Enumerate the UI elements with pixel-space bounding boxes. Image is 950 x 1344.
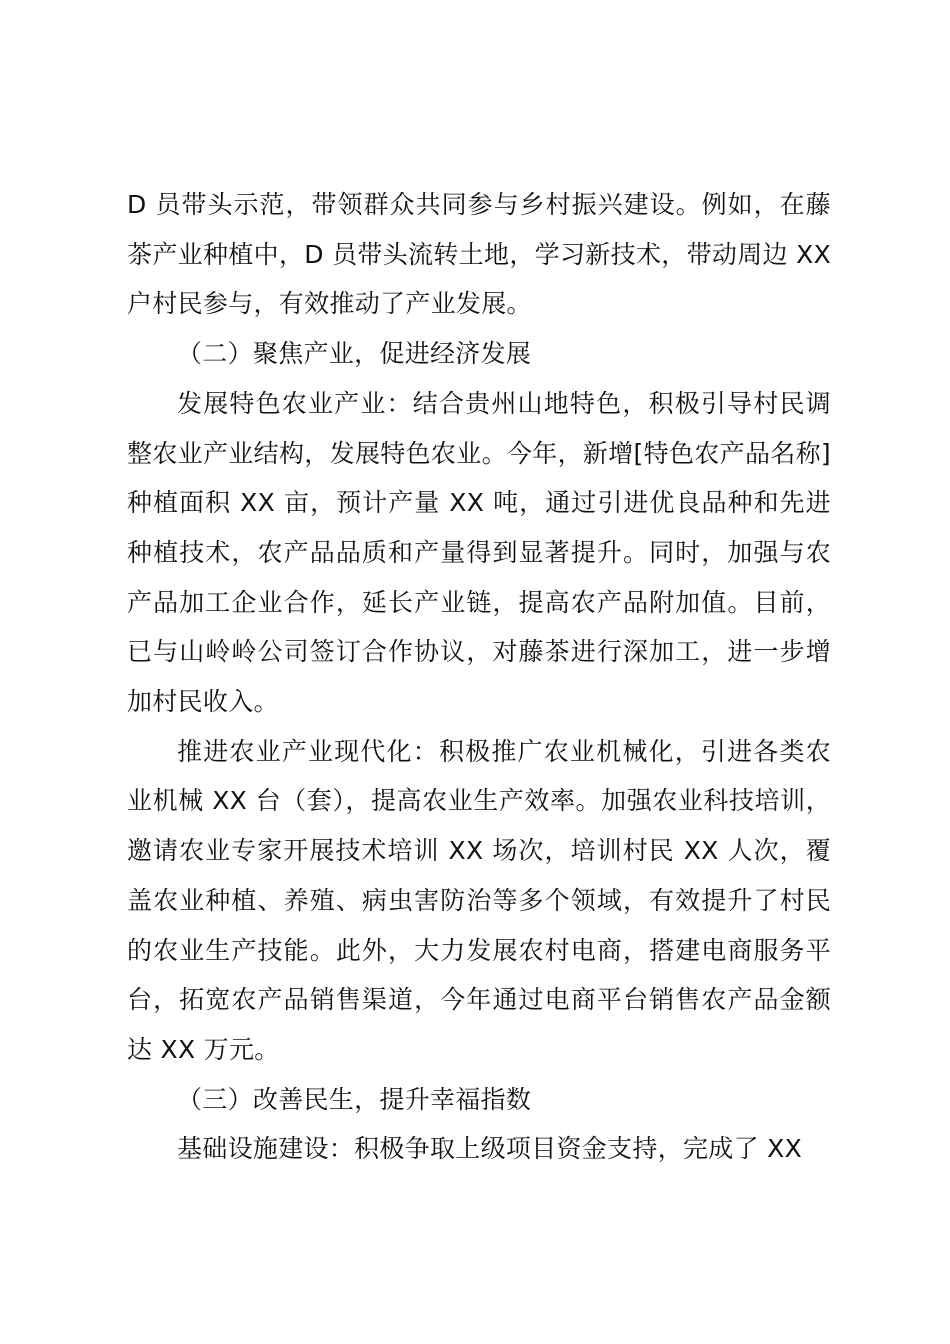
- paragraph-party-member-example: D 员带头示范，带领群众共同参与乡村振兴建设。例如，在藤茶产业种植中，D 员带头流转土地，学习新技术，带动周边 XX 户村民参与，有效推动了产业发展。: [127, 190, 831, 319]
- document-body: [127, 180, 831, 1174]
- paragraph-agriculture-modernization: 推进农业产业现代化：积极推广农业机械化，引进各类农业机械 XX 台（套），提高农业生产效率。加强农业科技培训，邀请农业专家开展技术培训 XX 场次，培训村民 XX 人次，覆盖农业种植、养殖、病虫害防治等多个领域，有效提升了村民的农业生产技能。此外，大力发展农村电商，搭建电商服务平台，拓宽农产品销售渠道，今年通过电商平台销售农产品金额达 XX 万元。: [127, 736, 831, 1064]
- paragraph-infrastructure: 基础设施建设：积极争取上级项目资金支持，完成了 XX: [177, 1134, 803, 1164]
- paragraph-specialty-agriculture: 发展特色农业产业：结合贵州山地特色，积极引导村民调整农业产业结构，发展特色农业。今年，新增[特色农产品名称]种植面积 XX 亩，预计产量 XX 吨，通过引进优良品种和先进种植技术，农产品品质和产量得到显著提升。同时，加强与农产品加工企业合作，延长产业链，提高农产品附加值。目前，已与山岭岭公司签订合作协议，对藤茶进行深加工，进一步增加村民收入。: [127, 388, 831, 717]
- section-heading-livelihood: （三）改善民生，提升幸福指数: [177, 1084, 532, 1114]
- section-heading-industry: （二）聚焦产业，促进经济发展: [177, 339, 532, 369]
